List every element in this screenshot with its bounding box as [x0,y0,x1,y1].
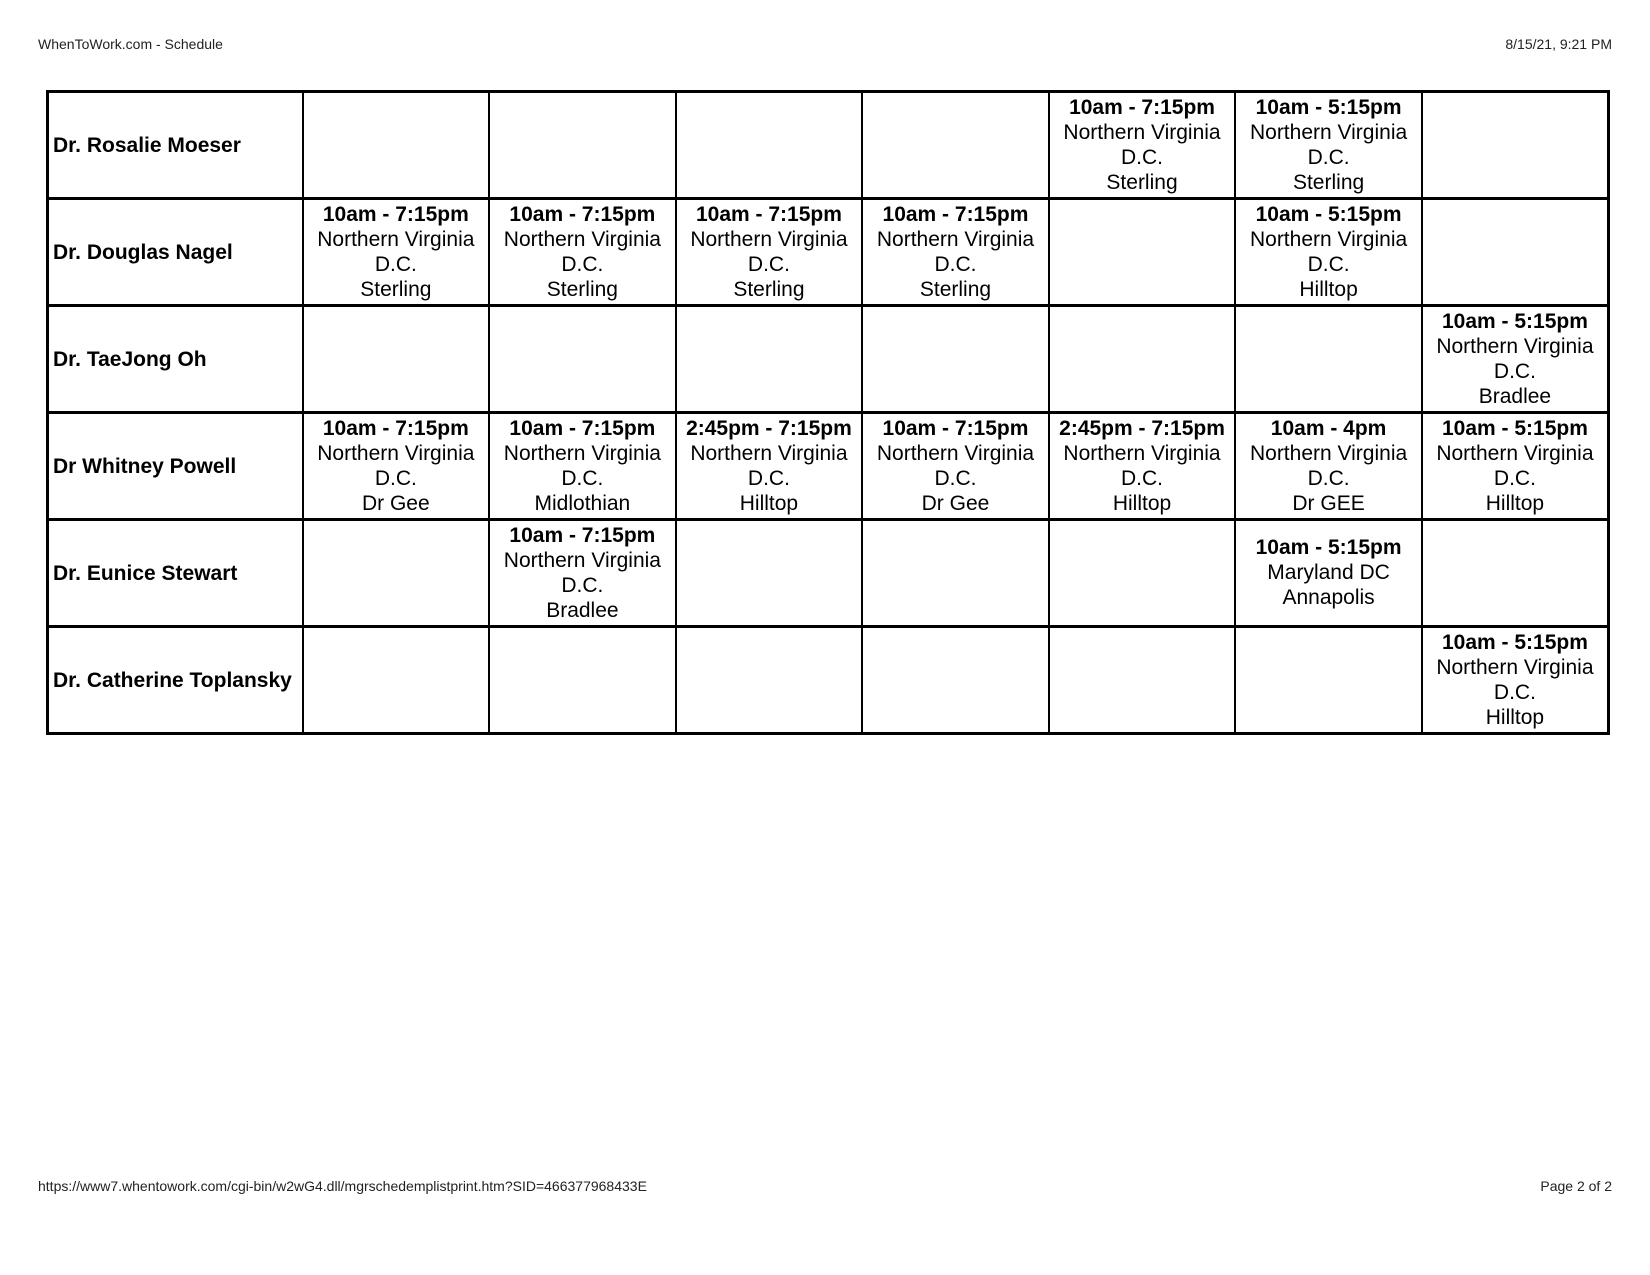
shift-time: 10am - 7:15pm [509,203,656,226]
shift-location-line: D.C. [374,467,417,490]
shift-location-line: D.C. [934,467,977,490]
shift-time: 10am - 5:15pm [1441,417,1588,440]
empty-shift-cell [676,627,863,734]
empty-shift-cell [303,520,490,627]
empty-shift-cell [489,627,676,734]
shift-location-line: Northern Virginia [1249,228,1408,251]
shift-location-line: Northern Virginia [1249,442,1408,465]
employee-row [48,413,1609,520]
employee-row [48,627,1609,734]
shift-cell [303,199,490,306]
shift-location-line: Northern Virginia [1063,442,1221,465]
print-header [38,36,1612,56]
shift-cell [1235,92,1422,199]
shift-location-line: Northern Virginia [1249,121,1408,144]
shift-block [1236,521,1421,610]
empty-shift-cell [676,520,863,627]
empty-shift-cell [1049,627,1236,734]
empty-shift-cell [1422,199,1609,306]
shift-location-line: Northern Virginia [317,228,475,251]
shift-location-line: Northern Virginia [503,549,661,572]
empty-shift-cell [676,92,863,199]
shift-time: 10am - 5:15pm [1255,203,1402,226]
shift-time: 10am - 4pm [1270,417,1387,440]
shift-location-line: Sterling [546,278,618,301]
shift-cell [1049,92,1236,199]
shift-cell [1422,306,1609,413]
shift-location-line: Northern Virginia [1436,335,1594,358]
shift-location-line: Maryland DC [1267,561,1390,584]
shift-location-line: Northern Virginia [503,228,661,251]
shift-location-line: Northern Virginia [503,442,661,465]
shift-location-line: Bradlee [546,599,619,622]
shift-location-line: D.C. [1493,681,1536,704]
empty-shift-cell [303,306,490,413]
shift-time: 2:45pm - 7:15pm [686,417,852,440]
shift-block [1236,93,1421,195]
shift-block [677,414,862,516]
shift-cell [1049,413,1236,520]
shift-block [304,200,489,302]
shift-location-line: D.C. [747,253,790,276]
shift-location-line: D.C. [561,253,604,276]
shift-block [490,521,675,623]
print-datetime: 8/15/21, 9:21 PM [1505,36,1612,52]
shift-cell [1235,520,1422,627]
shift-location-line: D.C. [934,253,977,276]
shift-location-line: Dr GEE [1292,492,1365,515]
employee-name: Dr. Eunice Stewart [48,520,303,627]
shift-time: 10am - 7:15pm [509,524,656,547]
shift-location-line: D.C. [1493,467,1536,490]
empty-shift-cell [1422,520,1609,627]
schedule-table [46,90,1610,735]
shift-cell [1422,413,1609,520]
shift-time: 10am - 5:15pm [1255,536,1402,559]
shift-location-line: D.C. [561,467,604,490]
shift-location-line: Northern Virginia [1436,442,1594,465]
shift-location-line: Midlothian [534,492,631,515]
empty-shift-cell [862,306,1049,413]
empty-shift-cell [1049,306,1236,413]
shift-block [304,414,489,516]
shift-time: 10am - 7:15pm [882,203,1029,226]
shift-block [1236,200,1421,302]
shift-location-line: D.C. [1493,360,1536,383]
empty-shift-cell [862,627,1049,734]
page-title: WhenToWork.com - Schedule [38,36,223,52]
employee-name: Dr. Catherine Toplansky [48,627,303,734]
shift-location-line: D.C. [1307,146,1350,169]
shift-location-line: Northern Virginia [1436,656,1594,679]
shift-location-line: D.C. [747,467,790,490]
shift-location-line: Northern Virginia [690,442,848,465]
shift-location-line: Hilltop [739,492,799,515]
shift-time: 10am - 5:15pm [1255,96,1402,119]
shift-block [490,200,675,302]
shift-location-line: Hilltop [1485,706,1545,729]
shift-block [1050,93,1235,195]
empty-shift-cell [303,627,490,734]
shift-cell [862,413,1049,520]
empty-shift-cell [489,92,676,199]
shift-cell [489,413,676,520]
page-url: https://www7.whentowork.com/cgi-bin/w2wG4.dll/mgrschedemplistprint.htm?SID=466377968433E [38,1178,647,1194]
shift-cell [676,413,863,520]
shift-cell [862,199,1049,306]
shift-time: 10am - 5:15pm [1441,631,1588,654]
shift-time: 10am - 5:15pm [1441,310,1588,333]
empty-shift-cell [489,306,676,413]
shift-time: 10am - 7:15pm [882,417,1029,440]
shift-cell [1422,627,1609,734]
employee-name: Dr. TaeJong Oh [48,306,303,413]
shift-location-line: Bradlee [1478,385,1552,408]
shift-location-line: D.C. [374,253,417,276]
shift-location-line: Sterling [1292,171,1365,194]
employee-name: Dr. Douglas Nagel [48,199,303,306]
shift-block [1423,628,1607,730]
shift-cell [1235,199,1422,306]
shift-block [1236,414,1421,516]
shift-block [863,200,1048,302]
shift-cell [676,199,863,306]
shift-location-line: Sterling [919,278,992,301]
shift-time: 10am - 7:15pm [509,417,656,440]
shift-location-line: Northern Virginia [690,228,848,251]
shift-cell [489,199,676,306]
page-number: Page 2 of 2 [1540,1178,1612,1194]
shift-location-line: Annapolis [1282,586,1375,609]
shift-location-line: Hilltop [1485,492,1545,515]
shift-location-line: Northern Virginia [317,442,475,465]
shift-location-line: Northern Virginia [876,228,1035,251]
shift-location-line: D.C. [1307,467,1350,490]
empty-shift-cell [862,520,1049,627]
shift-block [677,200,862,302]
schedule-body [48,92,1609,734]
shift-location-line: Hilltop [1112,492,1172,515]
shift-block [1050,414,1235,516]
shift-time: 10am - 7:15pm [322,203,469,226]
empty-shift-cell [862,92,1049,199]
employee-row [48,306,1609,413]
shift-time: 10am - 7:15pm [1069,96,1215,119]
shift-block [1423,414,1607,516]
empty-shift-cell [1235,306,1422,413]
shift-location-line: Hilltop [1299,278,1358,301]
employee-row [48,92,1609,199]
shift-cell [1235,413,1422,520]
empty-shift-cell [1049,520,1236,627]
empty-shift-cell [1049,199,1236,306]
shift-location-line: D.C. [1307,253,1350,276]
shift-location-line: D.C. [1121,146,1164,169]
shift-location-line: Sterling [1106,171,1178,194]
shift-block [1423,307,1607,409]
shift-location-line: Northern Virginia [876,442,1035,465]
shift-time: 2:45pm - 7:15pm [1059,417,1225,440]
shift-block [863,414,1048,516]
print-footer [38,1178,1612,1198]
shift-location-line: D.C. [561,574,604,597]
shift-location-line: Sterling [733,278,805,301]
shift-location-line: D.C. [1121,467,1164,490]
employee-row [48,199,1609,306]
shift-location-line: Dr Gee [361,492,430,515]
shift-time: 10am - 7:15pm [695,203,842,226]
employee-name: Dr. Rosalie Moeser [48,92,303,199]
employee-row [48,520,1609,627]
shift-cell [489,520,676,627]
shift-block [490,414,675,516]
shift-location-line: Northern Virginia [1063,121,1221,144]
empty-shift-cell [1235,627,1422,734]
empty-shift-cell [303,92,490,199]
empty-shift-cell [1422,92,1609,199]
shift-location-line: Sterling [360,278,432,301]
shift-time: 10am - 7:15pm [322,417,469,440]
shift-location-line: Dr Gee [921,492,990,515]
shift-cell [303,413,490,520]
empty-shift-cell [676,306,863,413]
employee-name: Dr Whitney Powell [48,413,303,520]
